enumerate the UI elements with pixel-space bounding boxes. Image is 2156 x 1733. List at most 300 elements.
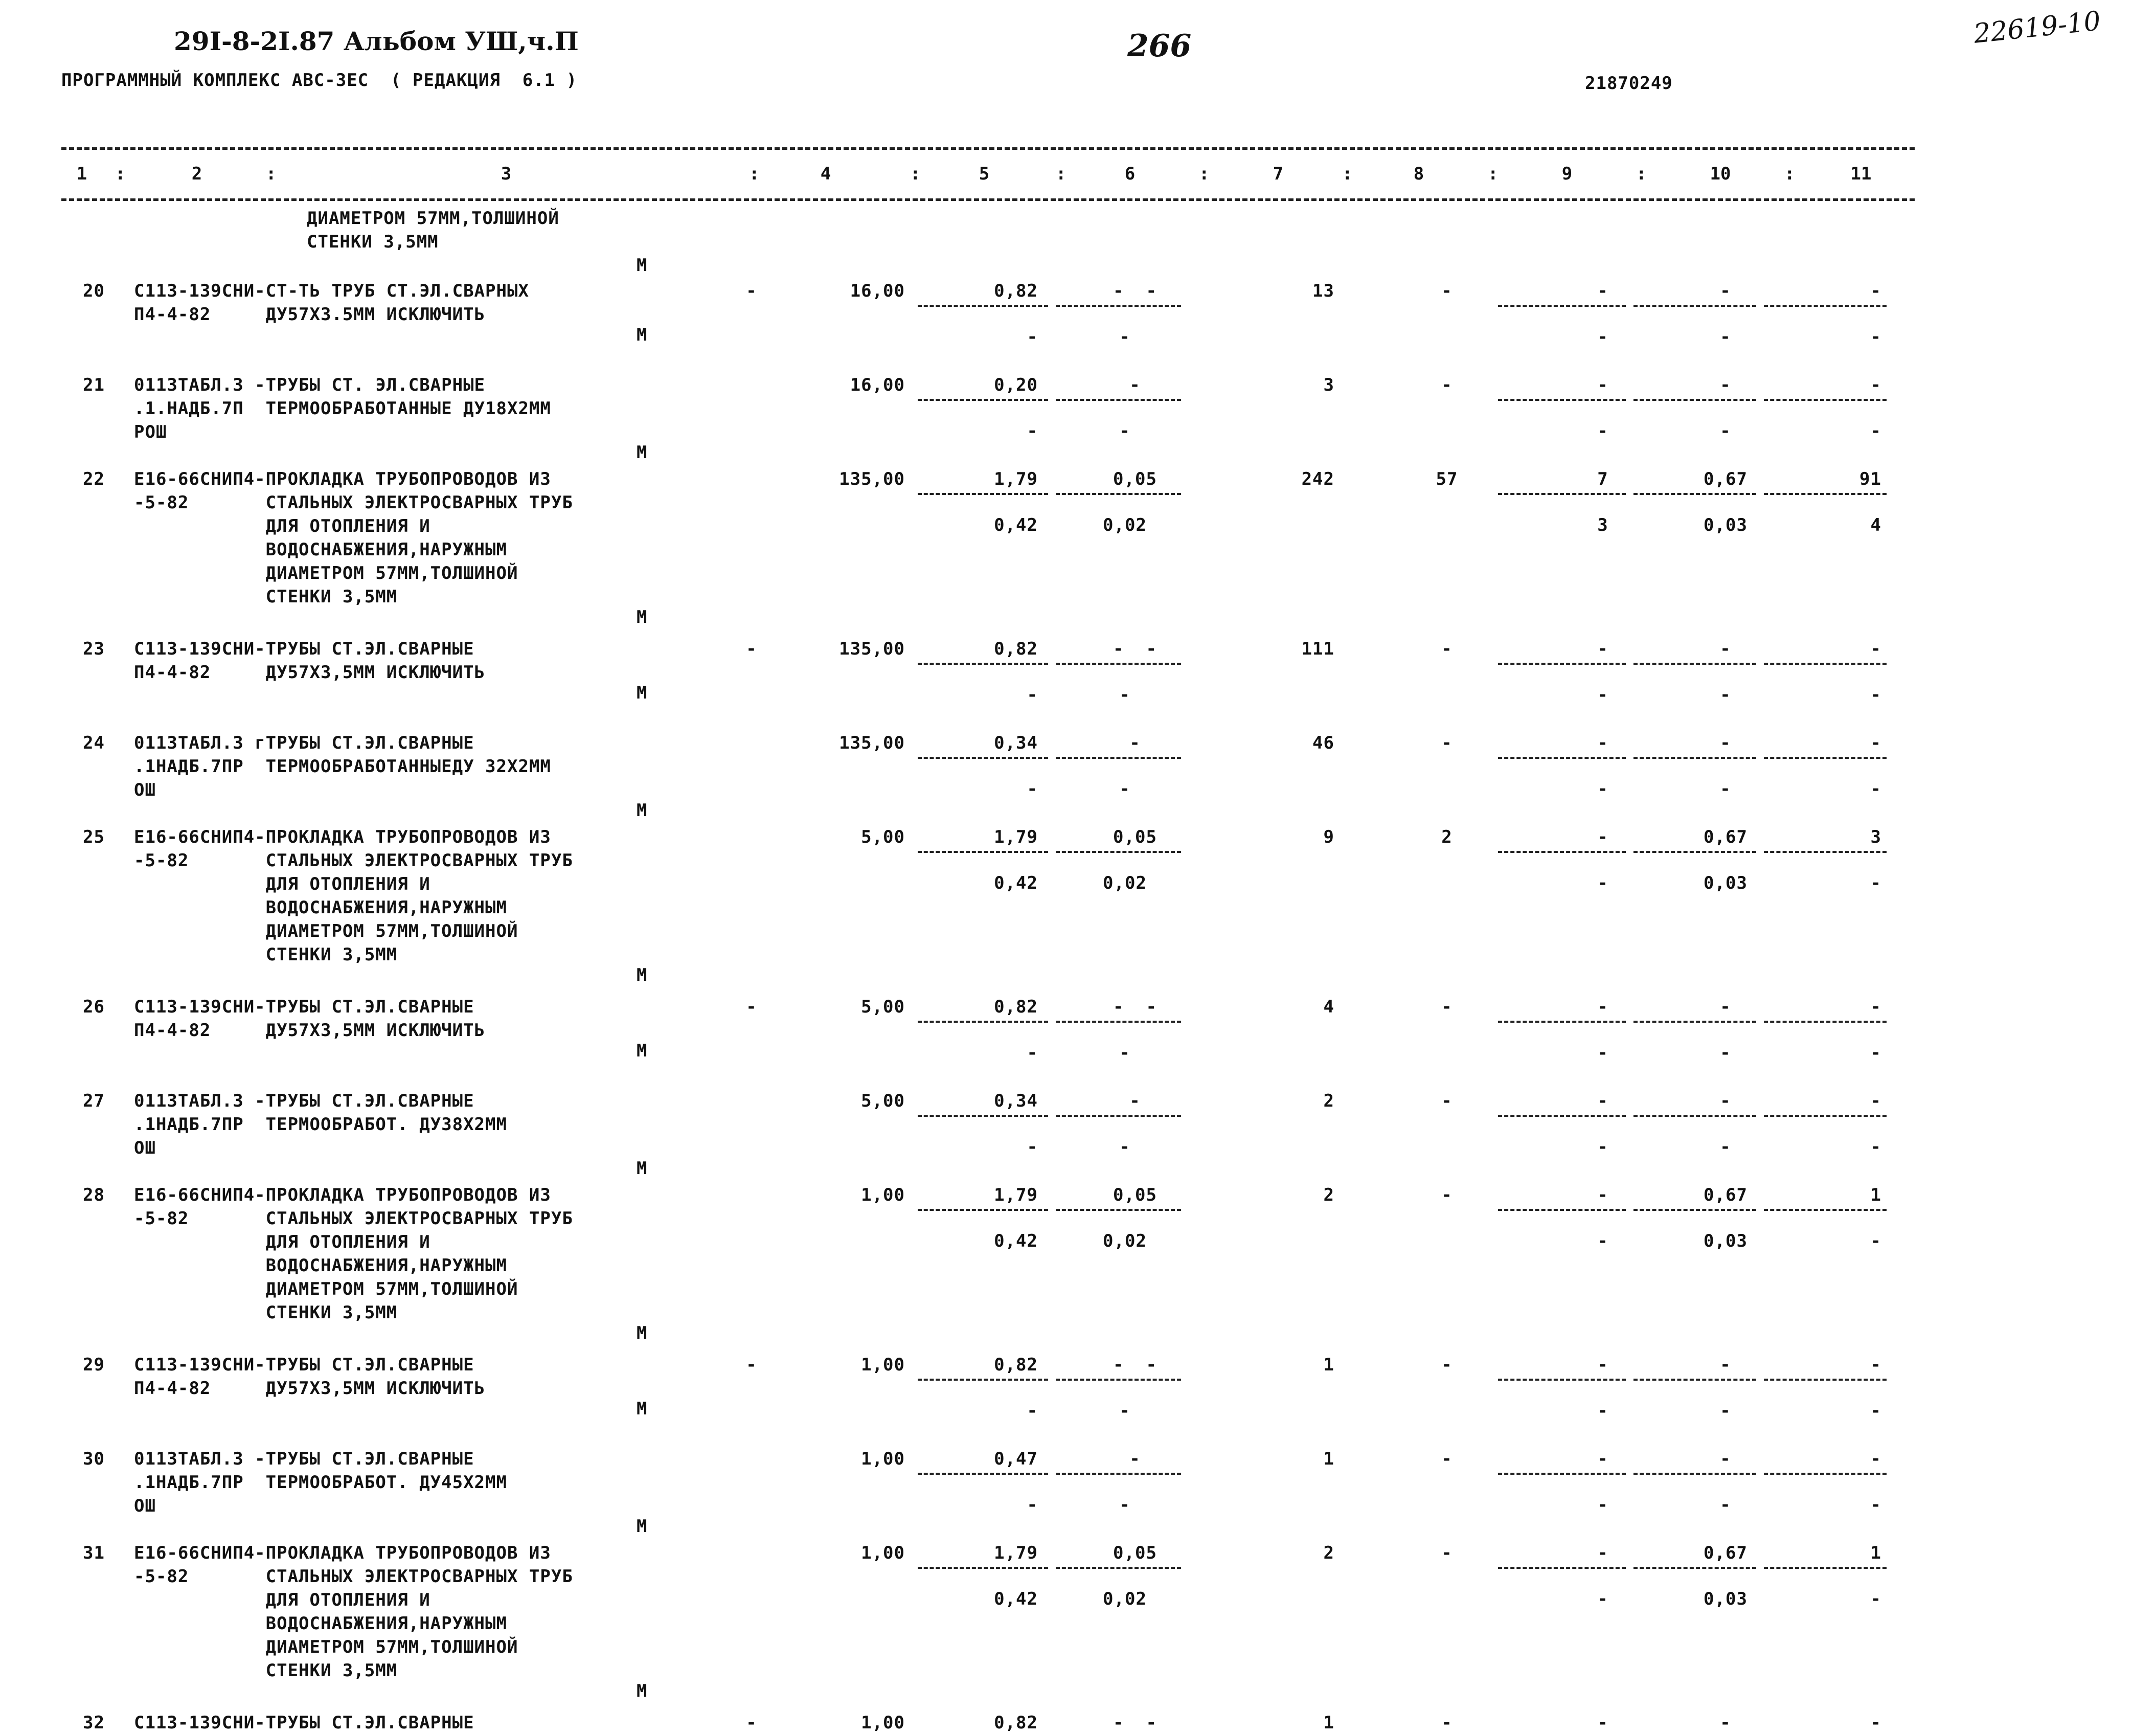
column-6-top-value: 0,82 [994,1713,1038,1733]
column-9-value: - [1441,1091,1453,1111]
column-7-bottom-value: 0,02 [1103,1231,1147,1251]
column-10-top-value: - [1597,1713,1608,1733]
column-8-value: 1 [1323,1355,1334,1375]
column-11-divider [1633,493,1756,495]
column-header-1: 1 [76,164,87,184]
column-9-value: - [1441,733,1453,753]
row-description-line: СТЕНКИ 3,5ММ [134,587,398,607]
column-10-divider [1498,1379,1626,1381]
album-reference: 29I-8-2I.87 Альбом УШ,ч.П [174,26,579,56]
column-11-divider [1633,1021,1756,1023]
column-11-divider [1633,305,1756,307]
row-description-line: ОШ [134,780,156,800]
column-10-divider [1498,757,1626,759]
column-6-top-value: 1,79 [994,827,1038,847]
row-description-line: ДЛЯ ОТОПЛЕНИЯ И [134,1232,430,1252]
column-7-bottom-value: 0,02 [1103,515,1147,535]
column-12-top-value: - [1870,375,1881,395]
quantity-value: 1,00 [861,1355,905,1375]
column-6-bottom-value: - [1027,685,1038,705]
column-separator: : [1488,164,1499,184]
column-10-bottom-value: - [1597,779,1608,799]
column-6-top-value: 0,82 [994,639,1038,659]
column-12-top-value: 91 [1859,469,1881,489]
column-12-top-value: - [1870,997,1881,1017]
column-6-bottom-value: - [1027,1401,1038,1421]
column-7-top-value: - - [1113,1355,1157,1375]
column-12-top-value: - [1870,281,1881,301]
column-7-divider [1056,1115,1181,1117]
column-6-top-value: 1,79 [994,1185,1038,1205]
column-7-bottom-value: - [1119,1401,1130,1421]
column-6-top-value: 0,82 [994,281,1038,301]
column-7-top-value: - [1129,375,1141,395]
unit-label: М [637,800,648,821]
column-11-top-value: - [1720,1091,1731,1111]
row-number: 20 [83,281,105,301]
column-7-top-value: 0,05 [1113,1543,1157,1563]
column-8-value: 1 [1323,1449,1334,1469]
row-description-line: Е16-66СНИП4-ПРОКЛАДКА ТРУБОПРОВОДОВ ИЗ [134,1185,551,1205]
column-9-value: - [1441,1449,1453,1469]
document-code: 22619-10 [1972,6,2102,50]
column-12-divider [1764,851,1887,853]
column-12-divider [1764,1473,1887,1475]
column-12-bottom-value: 4 [1870,515,1881,535]
column-header-6: 6 [1124,164,1136,184]
column-header-9: 9 [1561,164,1573,184]
row-number: 23 [83,639,105,659]
column-7-top-value: - [1129,1091,1141,1111]
unit-label: М [637,1516,648,1537]
column-8-value: 46 [1312,733,1334,753]
column-separator: : [266,164,277,184]
column-10-top-value: - [1597,639,1608,659]
column-7-divider [1056,1567,1181,1569]
row-description-line: -5-82 СТАЛЬНЫХ ЭЛЕКТРОСВАРНЫХ ТРУБ [134,1208,573,1229]
column-6-divider [918,1379,1048,1381]
column-6-top-value: 0,34 [994,733,1038,753]
column-6-bottom-value: - [1027,327,1038,347]
column-6-bottom-value: - [1027,1495,1038,1515]
column-10-top-value: - [1597,1355,1608,1375]
column-4-value: - [746,281,757,301]
column-7-bottom-value: - [1119,1137,1130,1157]
quantity-value: 1,00 [861,1185,905,1205]
quantity-value: 5,00 [861,827,905,847]
column-10-top-value: - [1597,997,1608,1017]
row-description-line: Е16-66СНИП4-ПРОКЛАДКА ТРУБОПРОВОДОВ ИЗ [134,469,551,489]
row-description-line: СТЕНКИ 3,5ММ [134,1660,398,1681]
column-6-divider [918,1473,1048,1475]
row-description-line: С113-139СНИ-ТРУБЫ СТ.ЭЛ.СВАРНЫЕ [134,1713,474,1733]
program-title: ПРОГРАММНЫЙ КОМПЛЕКС АВС-3ЕС ( РЕДАКЦИЯ 6.1 ) [61,70,578,91]
column-header-10: 10 [1710,164,1731,184]
column-7-divider [1056,305,1181,307]
column-10-top-value: 7 [1597,469,1608,489]
column-6-divider [918,1021,1048,1023]
row-description-line: ДЛЯ ОТОПЛЕНИЯ И [134,874,430,894]
quantity-value: 135,00 [839,733,905,753]
column-6-bottom-value: - [1027,1137,1038,1157]
row-number: 24 [83,733,105,753]
column-7-divider [1056,1209,1181,1211]
column-11-top-value: - [1720,375,1731,395]
column-11-bottom-value: 0,03 [1704,873,1748,893]
column-9-value: - [1441,1185,1453,1205]
column-10-top-value: - [1597,1185,1608,1205]
column-4-value: - [746,639,757,659]
column-10-divider [1498,1209,1626,1211]
unit-label: М [637,1158,648,1179]
row-description-line: -5-82 СТАЛЬНЫХ ЭЛЕКТРОСВАРНЫХ ТРУБ [134,850,573,871]
column-separator: : [1342,164,1353,184]
column-7-divider [1056,663,1181,665]
row-description-line: СТЕНКИ 3,5ММ [134,944,398,965]
column-4-value: - [746,997,757,1017]
unit-label: М [637,683,648,703]
row-number: 21 [83,375,105,395]
column-10-bottom-value: - [1597,873,1608,893]
row-description-line: 0113ТАБЛ.3 -ТРУБЫ СТ.ЭЛ.СВАРНЫЕ [134,1449,474,1469]
row-number: 29 [83,1355,105,1375]
row-number: 26 [83,997,105,1017]
row-description-line: ВОДОСНАБЖЕНИЯ,НАРУЖНЫМ [134,539,507,560]
column-7-divider [1056,1021,1181,1023]
column-10-bottom-value: - [1597,1043,1608,1063]
column-10-divider [1498,305,1626,307]
column-6-bottom-value: 0,42 [994,515,1038,535]
column-12-top-value: - [1870,639,1881,659]
column-7-bottom-value: 0,02 [1103,1589,1147,1609]
column-6-divider [918,1567,1048,1569]
quantity-value: 16,00 [850,281,905,301]
column-10-bottom-value: 3 [1597,515,1608,535]
row-description-line: ОШ [134,1138,156,1158]
column-6-top-value: 1,79 [994,1543,1038,1563]
column-separator: : [1056,164,1066,184]
column-6-top-value: 0,82 [994,997,1038,1017]
unit-label: М [637,1323,648,1343]
unit-label: М [637,607,648,627]
column-7-bottom-value: - [1119,779,1130,799]
column-7-divider [1056,493,1181,495]
row-description-line: 0113ТАБЛ.3 -ТРУБЫ СТ. ЭЛ.СВАРНЫЕ [134,375,486,395]
page-number: 266 [1127,28,1192,64]
column-8-value: 2 [1323,1185,1334,1205]
column-6-divider [918,1209,1048,1211]
column-9-value: - [1441,997,1453,1017]
column-12-bottom-value: - [1870,1495,1881,1515]
column-6-bottom-value: 0,42 [994,873,1038,893]
column-12-divider [1764,757,1887,759]
column-9-value: - [1441,375,1453,395]
column-8-value: 9 [1323,827,1334,847]
row-description-line: .1.НАДБ.7П ТЕРМООБРАБОТАННЫЕ ДУ18Х2ММ [134,398,551,419]
column-7-top-value: - - [1113,281,1157,301]
column-header-3: 3 [501,164,512,184]
column-6-bottom-value: - [1027,779,1038,799]
column-12-top-value: - [1870,1449,1881,1469]
column-6-top-value: 0,47 [994,1449,1038,1469]
column-10-top-value: - [1597,1543,1608,1563]
column-7-bottom-value: 0,02 [1103,873,1147,893]
column-7-bottom-value: - [1119,1495,1130,1515]
row-number: 30 [83,1449,105,1469]
row-description-line: ДИАМЕТРОМ 57ММ,ТОЛШИНОЙ [134,563,518,583]
column-7-bottom-value: - [1119,685,1130,705]
quantity-value: 5,00 [861,1091,905,1111]
column-header-7: 7 [1273,164,1284,184]
column-11-bottom-value: - [1720,1495,1731,1515]
column-6-divider [918,663,1048,665]
column-4-value: - [746,1355,757,1375]
row-description-line: РОШ [134,422,167,442]
column-10-divider [1498,851,1626,853]
column-10-bottom-value: - [1597,327,1608,347]
column-12-top-value: - [1870,733,1881,753]
column-10-divider [1498,1021,1626,1023]
column-12-divider [1764,493,1887,495]
row-description-line: ДЛЯ ОТОПЛЕНИЯ И [134,1590,430,1610]
row-description-line: ДИАМЕТРОМ 57ММ,ТОЛШИНОЙ [134,1279,518,1299]
column-12-bottom-value: - [1870,1401,1881,1421]
column-9-value: 2 [1441,827,1453,847]
column-11-top-value: 0,67 [1704,827,1748,847]
row-description-line: ВОДОСНАБЖЕНИЯ,НАРУЖНЫМ [134,897,507,918]
row-description-line: ДЛЯ ОТОПЛЕНИЯ И [134,516,430,536]
column-10-bottom-value: - [1597,1231,1608,1251]
column-12-top-value: 1 [1870,1185,1881,1205]
row-number: 22 [83,469,105,489]
row-description-line: .1НАДБ.7ПР ТЕРМООБРАБОТ. ДУ38Х2ММ [134,1114,507,1135]
column-10-bottom-value: - [1597,1495,1608,1515]
column-12-divider [1764,1021,1887,1023]
column-10-top-value: - [1597,1091,1608,1111]
unit-label: М [637,1681,648,1701]
column-10-top-value: - [1597,281,1608,301]
column-separator: : [910,164,921,184]
column-9-value: - [1441,639,1453,659]
column-7-bottom-value: - [1119,421,1130,441]
column-12-divider [1764,1567,1887,1569]
column-12-bottom-value: - [1870,327,1881,347]
column-7-top-value: 0,05 [1113,827,1157,847]
row-description-line: ДИАМЕТРОМ 57ММ,ТОЛШИНОЙ [134,1637,518,1657]
row-description-line: П4-4-82 ДУ57Х3.5ММ ИСКЛЮЧИТЬ [134,304,486,325]
quantity-value: 16,00 [850,375,905,395]
column-11-bottom-value: 0,03 [1704,1589,1748,1609]
column-11-divider [1633,851,1756,853]
column-12-bottom-value: - [1870,779,1881,799]
serial-number: 21870249 [1585,73,1673,94]
column-11-top-value: 0,67 [1704,1185,1748,1205]
description-line: СТЕНКИ 3,5ММ [307,232,439,252]
column-6-top-value: 1,79 [994,469,1038,489]
row-description-line: ДИАМЕТРОМ 57ММ,ТОЛШИНОЙ [134,921,518,941]
column-10-top-value: - [1597,733,1608,753]
unit-label: М [637,965,648,985]
column-11-top-value: 0,67 [1704,1543,1748,1563]
column-11-bottom-value: 0,03 [1704,1231,1748,1251]
column-7-top-value: - - [1113,639,1157,659]
column-6-bottom-value: 0,42 [994,1231,1038,1251]
column-11-top-value: - [1720,997,1731,1017]
row-number: 32 [83,1713,105,1733]
row-description-line: -5-82 СТАЛЬНЫХ ЭЛЕКТРОСВАРНЫХ ТРУБ [134,1566,573,1587]
column-7-top-value: - - [1113,997,1157,1017]
quantity-value: 1,00 [861,1449,905,1469]
row-description-line: С113-139СНИ-ТРУБЫ СТ.ЭЛ.СВАРНЫЕ [134,997,474,1017]
column-7-bottom-value: - [1119,1043,1130,1063]
column-10-bottom-value: - [1597,421,1608,441]
column-4-value: - [746,1713,757,1733]
column-12-top-value: - [1870,1713,1881,1733]
column-header-2: 2 [191,164,202,184]
column-10-divider [1498,1115,1626,1117]
row-description-line: Е16-66СНИП4-ПРОКЛАДКА ТРУБОПРОВОДОВ ИЗ [134,827,551,847]
column-separator: : [1199,164,1210,184]
column-separator: : [1784,164,1795,184]
column-header-11: 11 [1850,164,1872,184]
column-7-top-value: 0,05 [1113,469,1157,489]
column-11-bottom-value: - [1720,1401,1731,1421]
column-header-5: 5 [979,164,990,184]
column-11-top-value: - [1720,281,1731,301]
column-8-value: 2 [1323,1091,1334,1111]
column-10-bottom-value: - [1597,685,1608,705]
column-12-bottom-value: - [1870,421,1881,441]
column-12-bottom-value: - [1870,1231,1881,1251]
column-10-top-value: - [1597,827,1608,847]
column-11-top-value: - [1720,1713,1731,1733]
row-number: 28 [83,1185,105,1205]
column-10-divider [1498,399,1626,401]
quantity-value: 135,00 [839,639,905,659]
row-description-line: С113-139СНИ-ТРУБЫ СТ.ЭЛ.СВАРНЫЕ [134,1355,474,1375]
row-description-line: ВОДОСНАБЖЕНИЯ,НАРУЖНЫМ [134,1255,507,1276]
column-11-bottom-value: - [1720,421,1731,441]
column-12-bottom-value: - [1870,1589,1881,1609]
column-7-divider [1056,1473,1181,1475]
column-6-divider [918,399,1048,401]
column-10-divider [1498,663,1626,665]
column-6-top-value: 0,34 [994,1091,1038,1111]
row-description-line: П4-4-82 ДУ57Х3,5ММ ИСКЛЮЧИТЬ [134,662,486,683]
column-12-top-value: 3 [1870,827,1881,847]
column-11-divider [1633,1379,1756,1381]
quantity-value: 135,00 [839,469,905,489]
unit-label: М [637,1041,648,1061]
column-6-bottom-value: - [1027,1043,1038,1063]
row-description-line: ВОДОСНАБЖЕНИЯ,НАРУЖНЫМ [134,1613,507,1634]
column-11-top-value: 0,67 [1704,469,1748,489]
column-11-bottom-value: - [1720,1043,1731,1063]
column-8-value: 4 [1323,997,1334,1017]
column-9-value: - [1441,1713,1453,1733]
column-7-divider [1056,757,1181,759]
column-12-top-value: - [1870,1355,1881,1375]
row-description-line: С113-139СНИ-ТРУБЫ СТ.ЭЛ.СВАРНЫЕ [134,639,474,659]
unit-label: М [637,255,648,276]
column-separator: : [749,164,760,184]
column-6-divider [918,757,1048,759]
unit-label: М [637,325,648,345]
column-8-value: 3 [1323,375,1334,395]
column-11-divider [1633,1115,1756,1117]
row-number: 31 [83,1543,105,1563]
column-6-top-value: 0,82 [994,1355,1038,1375]
row-number: 25 [83,827,105,847]
column-11-bottom-value: 0,03 [1704,515,1748,535]
column-12-bottom-value: - [1870,873,1881,893]
column-12-divider [1764,1115,1887,1117]
column-7-top-value: - [1129,1449,1141,1469]
column-7-top-value: - - [1113,1713,1157,1733]
column-12-divider [1764,1379,1887,1381]
row-description-line: П4-4-82 ДУ57Х3,5ММ ИСКЛЮЧИТЬ [134,1378,486,1399]
column-9-value: 57 [1436,469,1458,489]
column-6-bottom-value: 0,42 [994,1589,1038,1609]
quantity-value: 5,00 [861,997,905,1017]
row-description-line: П4-4-82 ДУ57Х3,5ММ ИСКЛЮЧИТЬ [134,1020,486,1041]
column-12-top-value: - [1870,1091,1881,1111]
column-header-8: 8 [1413,164,1424,184]
row-description-line: ОШ [134,1496,156,1516]
column-12-divider [1764,305,1887,307]
column-7-top-value: 0,05 [1113,1185,1157,1205]
quantity-value: 1,00 [861,1713,905,1733]
column-11-top-value: - [1720,1355,1731,1375]
column-9-value: - [1441,1543,1453,1563]
column-6-bottom-value: - [1027,421,1038,441]
column-10-divider [1498,1473,1626,1475]
column-12-bottom-value: - [1870,1043,1881,1063]
column-10-divider [1498,1567,1626,1569]
column-11-divider [1633,1567,1756,1569]
column-10-divider [1498,493,1626,495]
column-8-value: 1 [1323,1713,1334,1733]
row-description-line: СТЕНКИ 3,5ММ [134,1302,398,1323]
column-11-divider [1633,1209,1756,1211]
column-11-divider [1633,663,1756,665]
quantity-value: 1,00 [861,1543,905,1563]
row-description-line: Е16-66СНИП4-ПРОКЛАДКА ТРУБОПРОВОДОВ ИЗ [134,1543,551,1563]
column-header-4: 4 [820,164,831,184]
column-10-bottom-value: - [1597,1401,1608,1421]
column-8-value: 13 [1312,281,1334,301]
column-6-divider [918,851,1048,853]
column-12-top-value: 1 [1870,1543,1881,1563]
column-8-value: 242 [1301,469,1334,489]
column-11-divider [1633,757,1756,759]
row-description-line: 0113ТАБЛ.3 -ТРУБЫ СТ.ЭЛ.СВАРНЫЕ [134,1091,474,1111]
column-7-divider [1056,851,1181,853]
column-11-divider [1633,399,1756,401]
column-11-top-value: - [1720,639,1731,659]
column-11-bottom-value: - [1720,327,1731,347]
column-11-top-value: - [1720,1449,1731,1469]
column-7-divider [1056,1379,1181,1381]
row-description-line: -5-82 СТАЛЬНЫХ ЭЛЕКТРОСВАРНЫХ ТРУБ [134,492,573,513]
unit-label: М [637,1399,648,1419]
description-line: ДИАМЕТРОМ 57ММ,ТОЛШИНОЙ [307,208,559,229]
column-8-value: 2 [1323,1543,1334,1563]
row-description-line: .1НАДБ.7ПР ТЕРМООБРАБОТ. ДУ45Х2ММ [134,1472,507,1493]
column-12-bottom-value: - [1870,1137,1881,1157]
column-separator: : [115,164,126,184]
column-12-bottom-value: - [1870,685,1881,705]
